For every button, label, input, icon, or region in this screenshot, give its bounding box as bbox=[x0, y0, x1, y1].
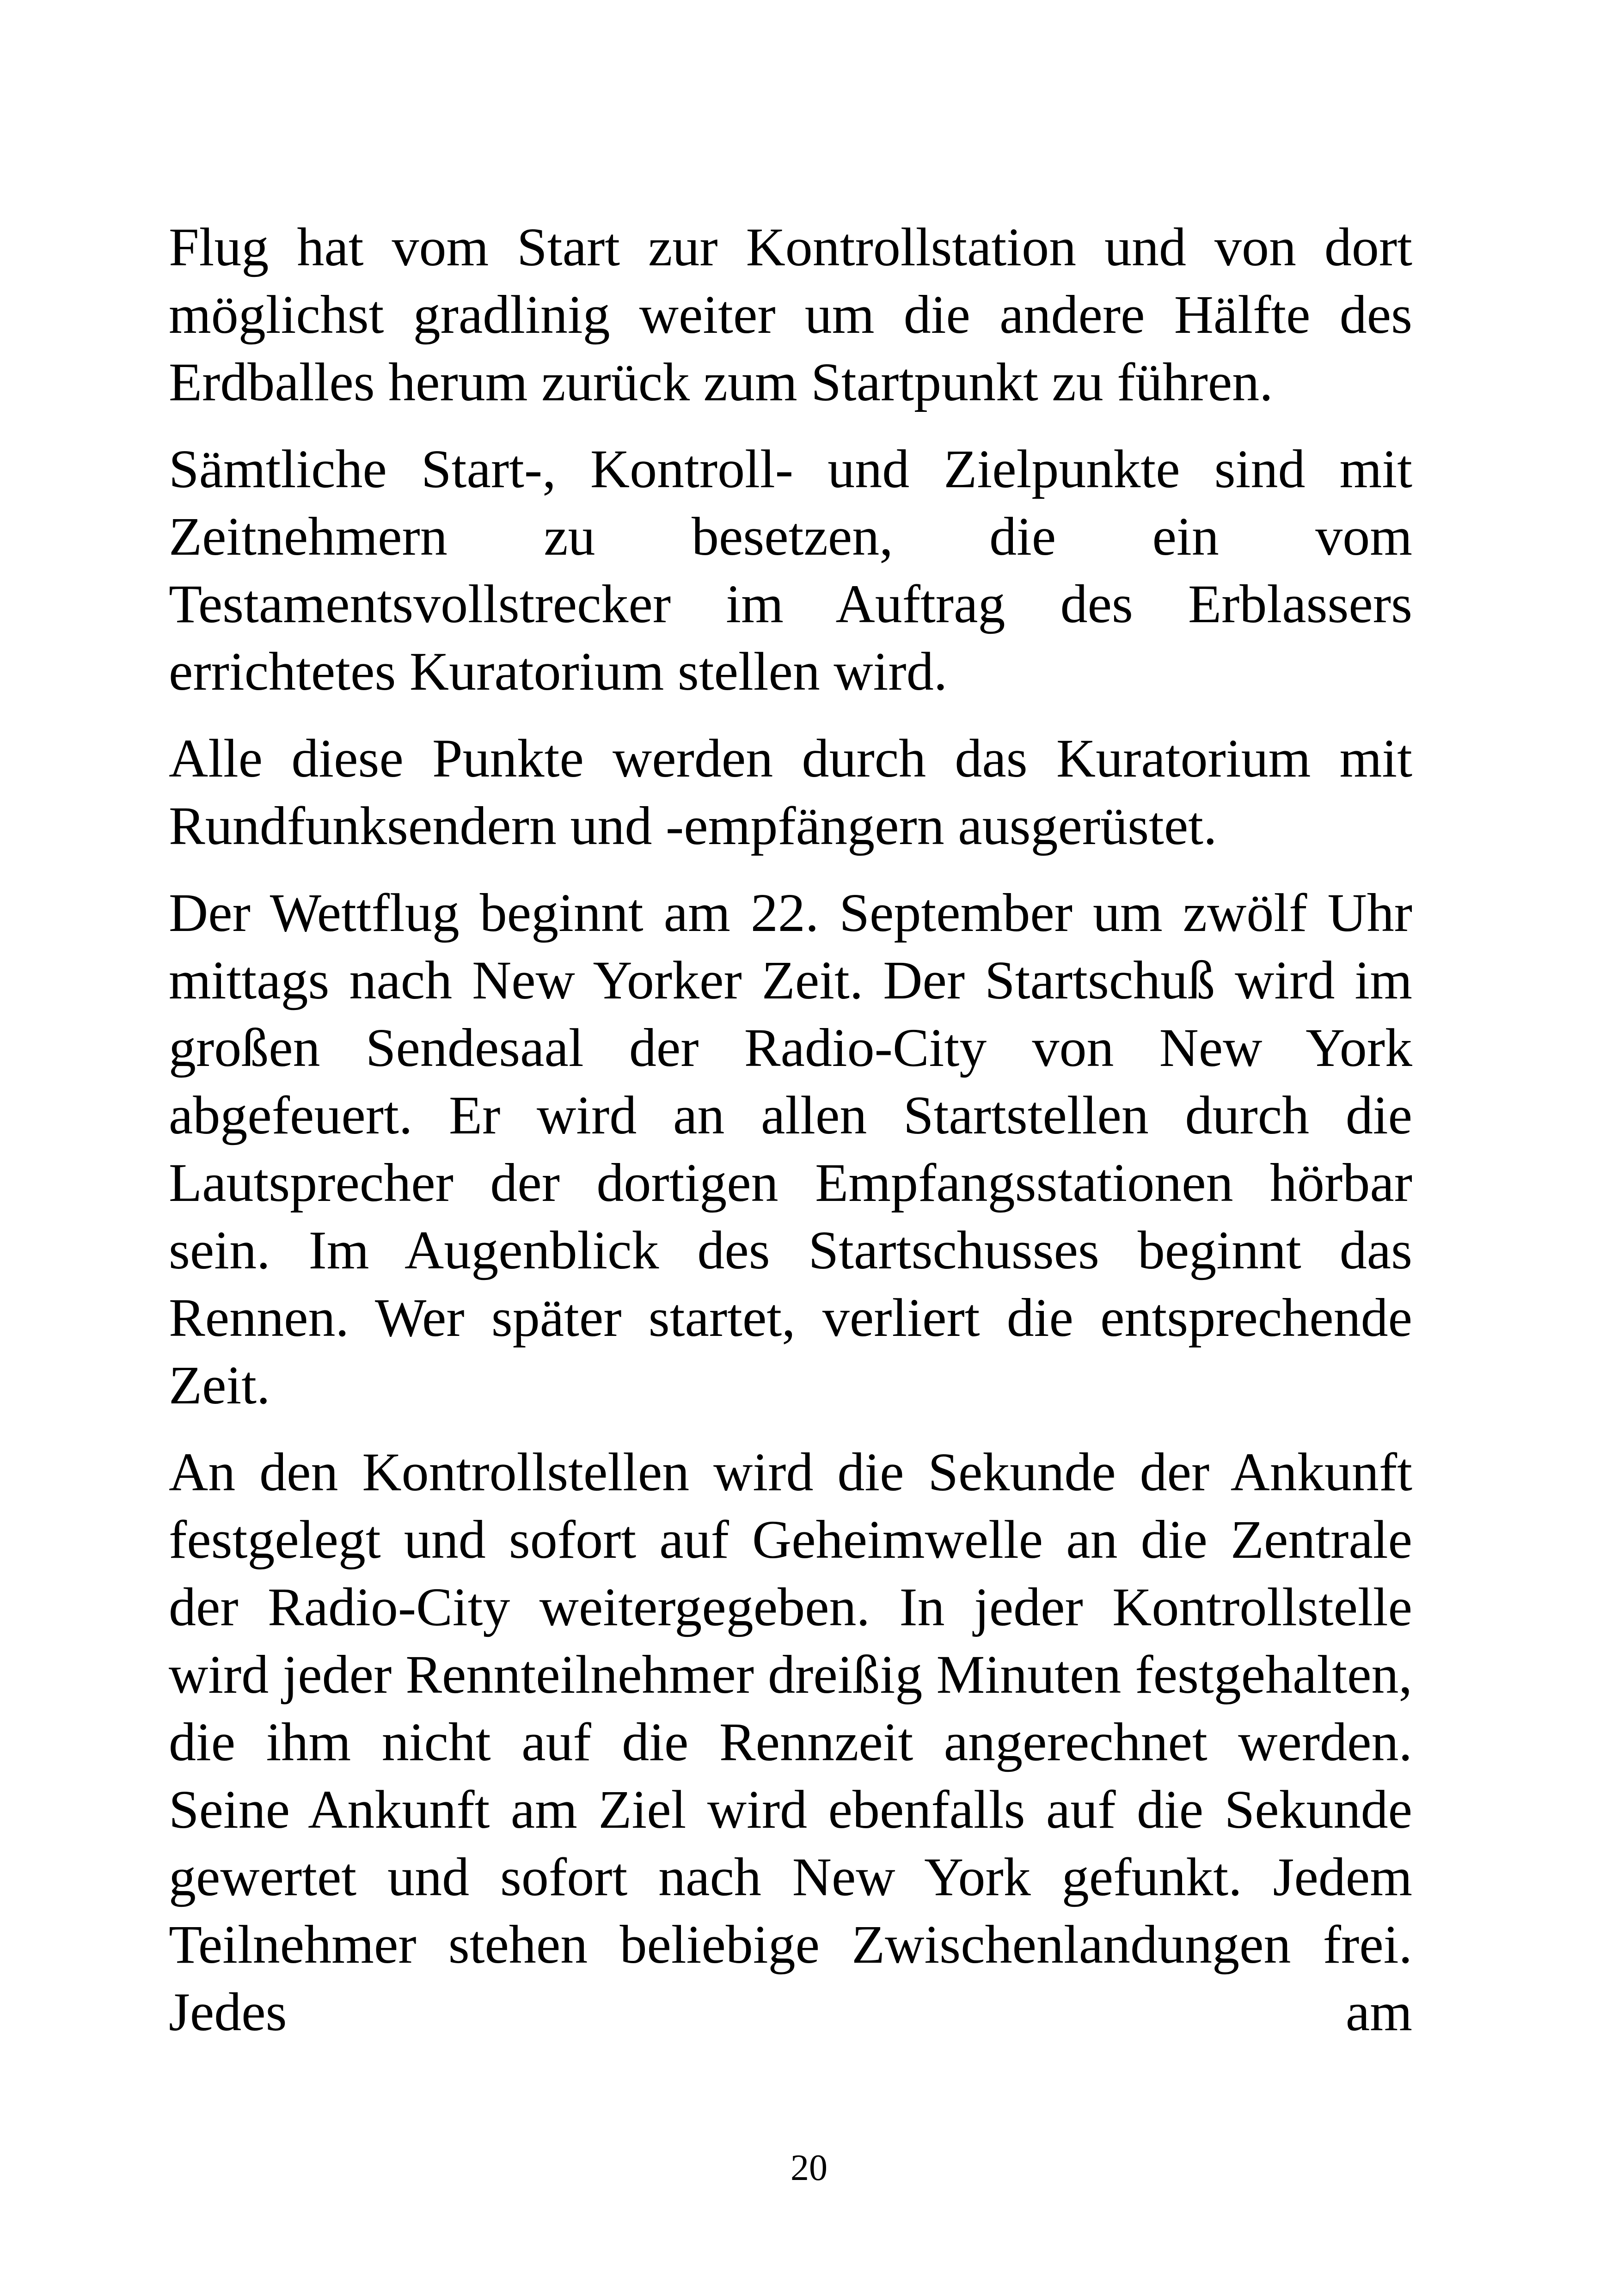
page-number: 20 bbox=[791, 2148, 827, 2188]
paragraph: Sämtliche Start-, Kontroll- und Zielpunkte sind mit Zeitnehmern zu besetzen, die ein vom Testamentsvollstrecker im Auftrag des Erblassers errichtetes Kuratorium stellen wird. bbox=[169, 439, 1412, 702]
paragraph-last: An den Kontrollstellen wird die Sekunde der Ankunft festgelegt und sofort auf Geheimwelle an die Zentrale der Radio-City weitergegeben. In jeder Kontrollstelle wird jeder Rennteilnehmer dreißig Minuten festgehalten, die ihm nicht auf die Rennzeit angerechnet werden. Seine Ankunft am Ziel wird ebenfalls auf die Sekunde gewertet und sofort nach New York gefunkt. Jedem Teilnehmer stehen beliebige Zwischenlandungen frei. Jedes am bbox=[169, 1442, 1412, 2042]
paragraph: Der Wettflug beginnt am 22. September um zwölf Uhr mittags nach New Yorker Zeit. Der Startschuß wird im großen Sendesaal der Radio-City von New York abgefeuert. Er wird an allen Startstellen durch die Lautsprecher der dortigen Empfangsstationen hörbar sein. Im Augenblick des Startschusses beginnt das Rennen. Wer später startet, verliert die entsprechende Zeit. bbox=[169, 882, 1412, 1415]
paragraph: Flug hat vom Start zur Kontrollstation und von dort möglichst gradlinig weiter um die andere Hälfte des Erdballes herum zurück zum Startpunkt zu führen. bbox=[169, 217, 1412, 412]
body-text bbox=[169, 214, 1412, 2046]
paragraph: Alle diese Punkte werden durch das Kuratorium mit Rundfunksendern und -empfängern ausgerüstet. bbox=[169, 728, 1412, 856]
